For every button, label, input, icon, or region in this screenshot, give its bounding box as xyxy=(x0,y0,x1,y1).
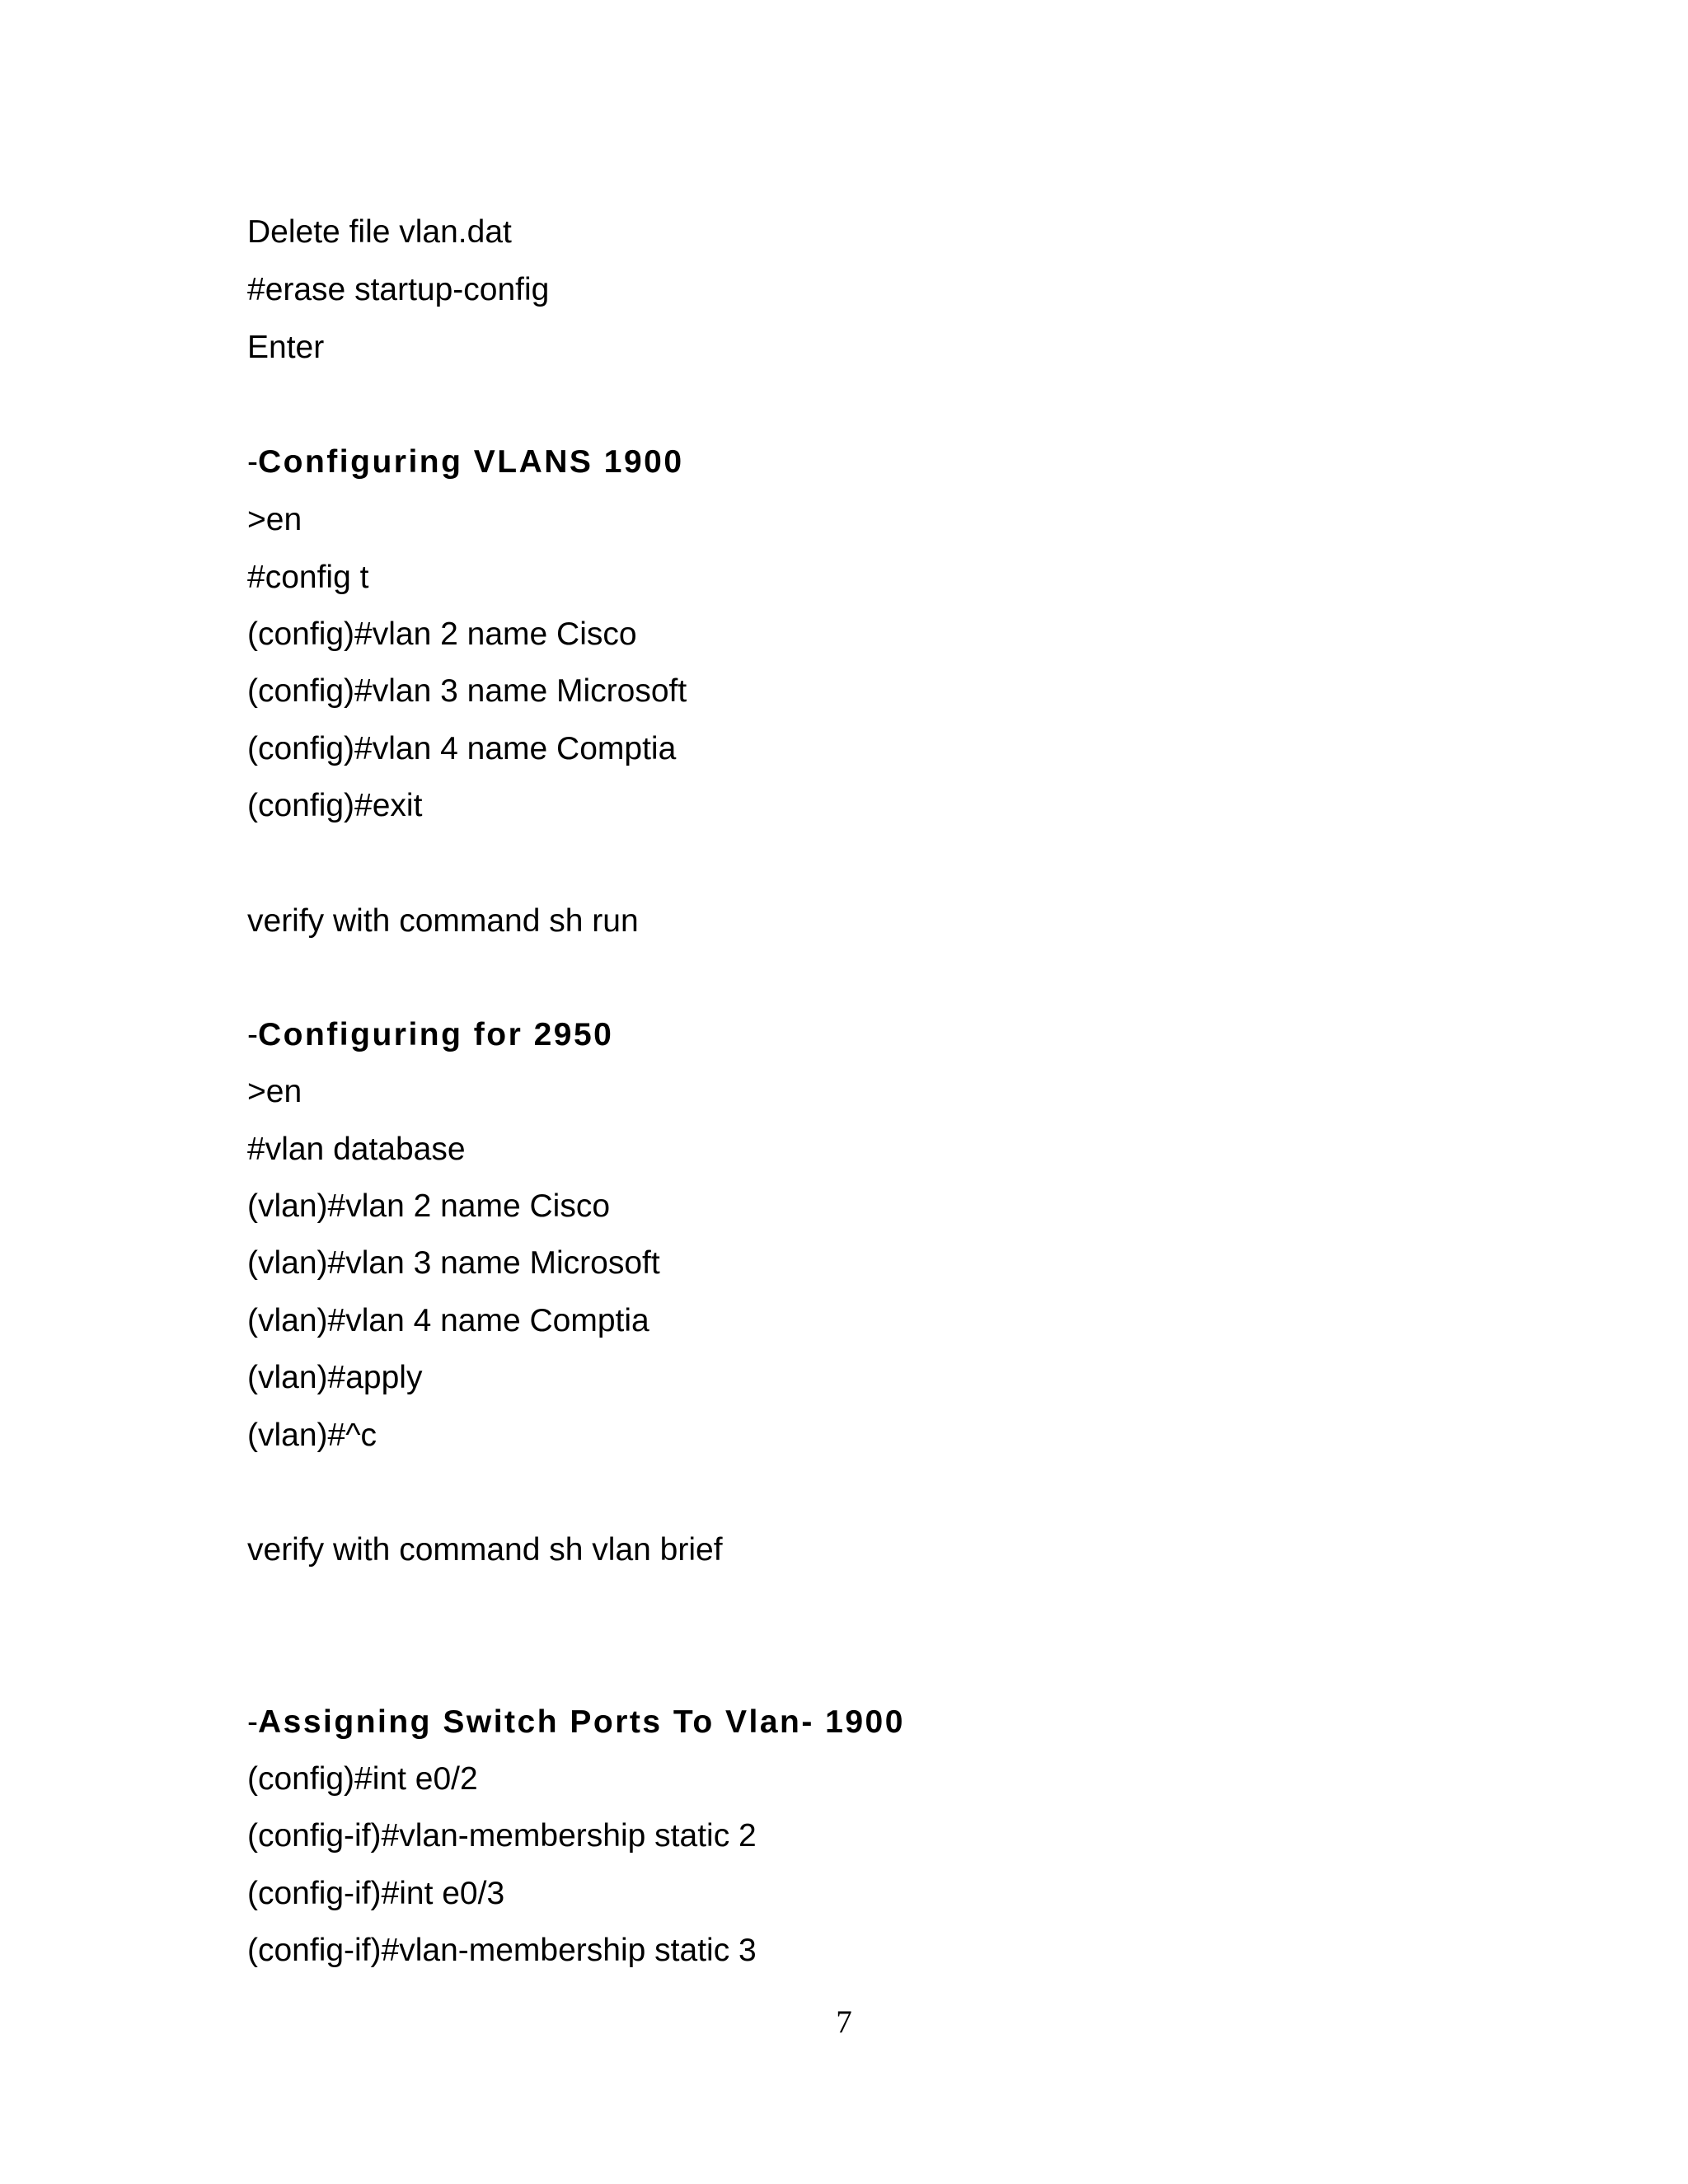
verify-line: verify with command sh run xyxy=(247,903,639,939)
heading-prefix: - xyxy=(247,1704,258,1740)
command-line: (config-if)#vlan-membership static 3 xyxy=(247,1933,757,1968)
text-line: Delete file vlan.dat xyxy=(247,214,512,250)
command-line: (vlan)#vlan 4 name Comptia xyxy=(247,1303,649,1338)
command-line: >en xyxy=(247,502,302,537)
command-line: (vlan)#^c xyxy=(247,1418,377,1453)
command-line: (vlan)#apply xyxy=(247,1360,423,1395)
command-line: >en xyxy=(247,1074,302,1109)
section-heading xyxy=(247,1019,613,1051)
heading-prefix: - xyxy=(247,1017,258,1052)
heading-title: Configuring for 2950 xyxy=(258,1017,614,1052)
section-heading xyxy=(247,446,684,478)
command-line: (vlan)#vlan 3 name Microsoft xyxy=(247,1245,660,1281)
command-line: (config)#vlan 2 name Cisco xyxy=(247,616,637,652)
heading-prefix: - xyxy=(247,444,258,480)
command-line: (config)#exit xyxy=(247,788,423,823)
section-heading xyxy=(247,1706,905,1738)
text-line: #erase startup-config xyxy=(247,272,550,307)
command-line: (config-if)#int e0/3 xyxy=(247,1876,505,1911)
command-line: (config)#vlan 4 name Comptia xyxy=(247,731,677,766)
verify-line: verify with command sh vlan brief xyxy=(247,1532,723,1568)
command-line: (vlan)#vlan 2 name Cisco xyxy=(247,1188,611,1224)
page-number: 7 xyxy=(836,2004,852,2040)
command-line: #config t xyxy=(247,560,369,595)
command-line: #vlan database xyxy=(247,1132,466,1167)
command-line: (config)#int e0/2 xyxy=(247,1761,478,1797)
heading-title: Assigning Switch Ports To Vlan- 1900 xyxy=(258,1704,905,1740)
text-line: Enter xyxy=(247,330,325,365)
command-line: (config)#vlan 3 name Microsoft xyxy=(247,673,687,709)
command-line: (config-if)#vlan-membership static 2 xyxy=(247,1818,757,1854)
heading-title: Configuring VLANS 1900 xyxy=(258,444,684,480)
